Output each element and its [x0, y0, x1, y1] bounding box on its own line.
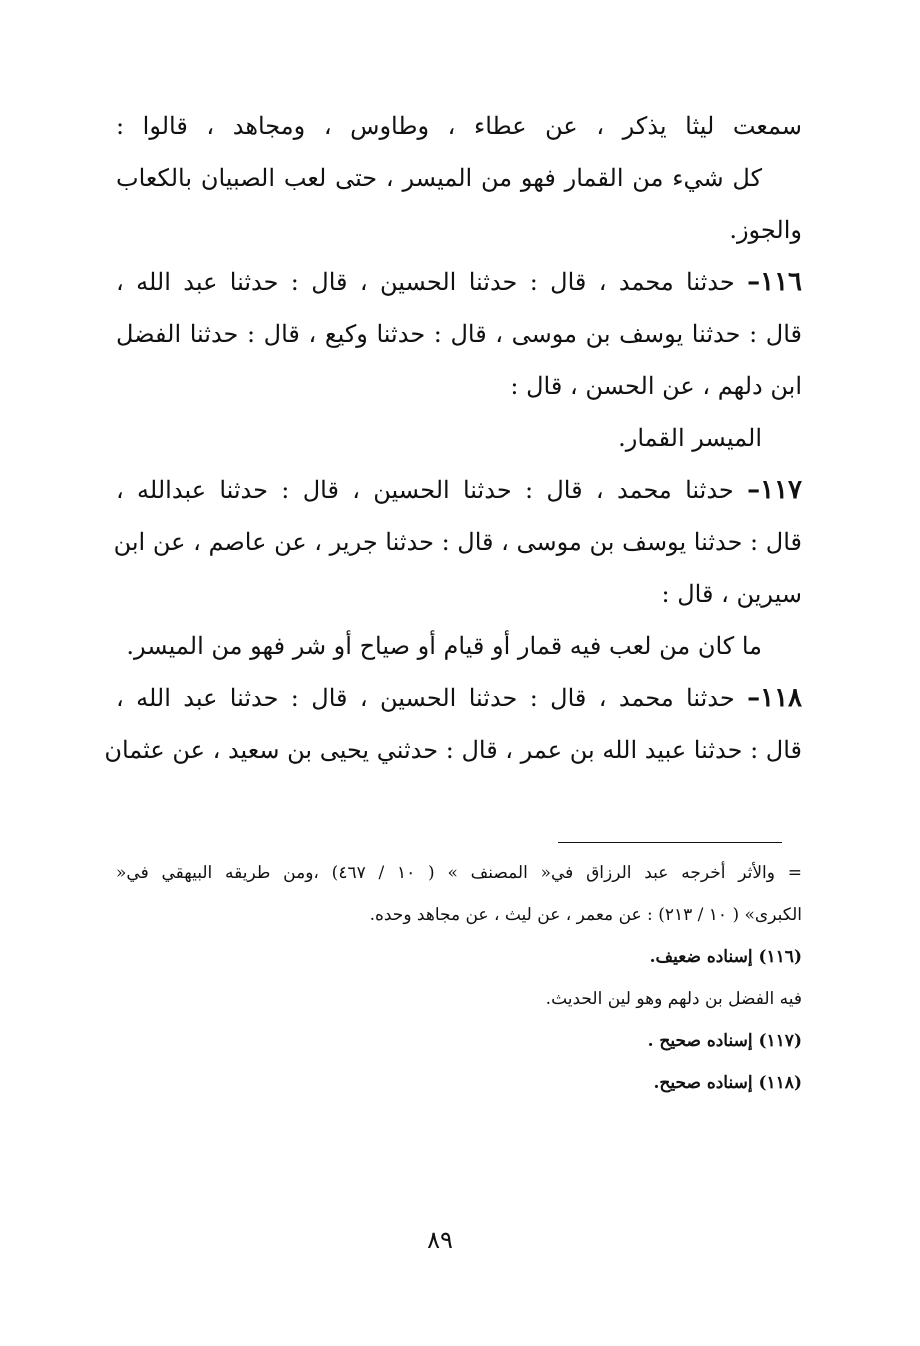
text-line: قال : حدثنا عبيد الله بن عمر ، قال : حدثني يحيى بن سعيد ، عن عثمان	[104, 736, 802, 764]
footnote-line: (١١٦) إسناده ضعيف.	[649, 947, 802, 967]
text-line: الميسر القمار.	[618, 424, 762, 452]
footnote-line: (١١٨) إسناده صحيح.	[653, 1073, 802, 1093]
entry-number-117: ١١٧–	[747, 475, 802, 505]
text-line: ما كان من لعب فيه قمار أو قيام أو صياح أو شر فهو من الميسر.	[126, 632, 762, 660]
footnote-line: = والأثر أخرجه عبد الرزاق في« المصنف » ( ١٠ / ٤٦٧) ،ومن طريقه البيهقي في«	[116, 863, 802, 883]
text-line: قال : حدثنا يوسف بن موسى ، قال : حدثنا جرير ، عن عاصم ، عن ابن	[113, 528, 802, 556]
entry-number-116: ١١٦–	[747, 267, 803, 297]
text-line: ابن دلهم ، عن الحسن ، قال :	[510, 372, 802, 400]
footnote-line: (١١٧) إسناده صحيح .	[647, 1031, 802, 1051]
text-line: حدثنا محمد ، قال : حدثنا الحسين ، قال : حدثنا عبد الله ،	[116, 268, 735, 296]
entry-number-118: ١١٨–	[747, 683, 803, 713]
entry-117	[116, 464, 802, 516]
footnote-divider	[558, 842, 782, 843]
text-line: والجوز.	[729, 216, 802, 244]
entry-118	[116, 672, 802, 724]
text-line: قال : حدثنا يوسف بن موسى ، قال : حدثنا وكيع ، قال : حدثنا الفضل	[116, 320, 802, 348]
text-line: حدثنا محمد ، قال : حدثنا الحسين ، قال : حدثنا عبد الله ،	[116, 684, 735, 712]
text-line: سمعت ليثا يذكر ، عن عطاء ، وطاوس ، ومجاهد ، قالوا :	[116, 112, 802, 140]
main-text	[104, 100, 803, 776]
text-line: حدثنا محمد ، قال : حدثنا الحسين ، قال : حدثنا عبدالله ،	[116, 476, 734, 504]
footnotes	[116, 852, 802, 1104]
page-number: ٨٩	[427, 1226, 453, 1254]
entry-116	[116, 256, 802, 308]
footnote-line: فيه الفضل بن دلهم وهو لين الحديث.	[545, 989, 802, 1009]
footnote-line: الكبرى» ( ١٠ / ٢١٣) : عن معمر ، عن ليث ، عن مجاهد وحده.	[369, 905, 802, 925]
text-line: كل شيء من القمار فهو من الميسر ، حتى لعب الصبيان بالكعاب	[116, 164, 762, 192]
text-line: سيرين ، قال :	[661, 580, 802, 608]
